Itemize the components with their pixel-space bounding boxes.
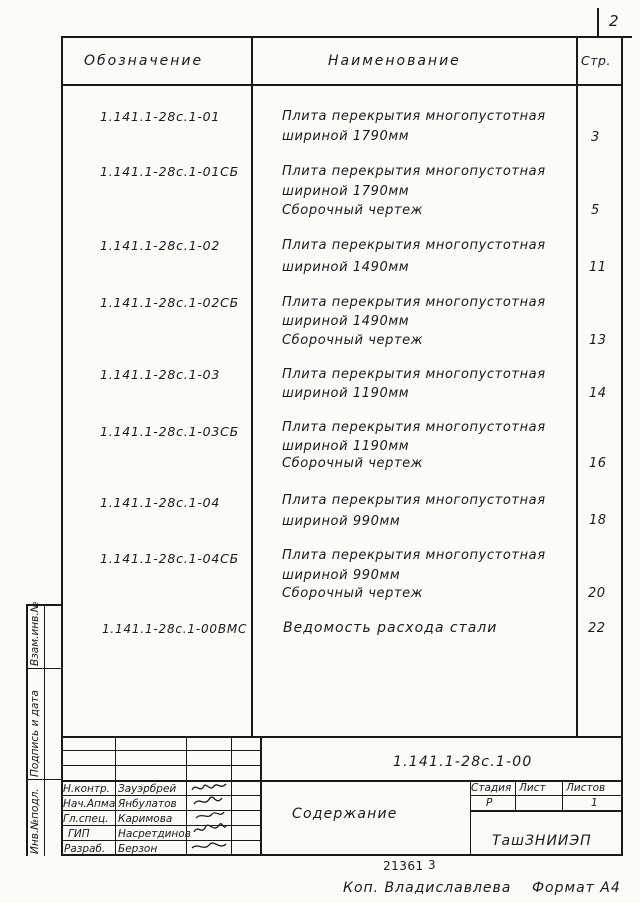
row-name-line: Плита перекрытия многопустотная (282, 367, 546, 382)
row-code: 1.141.1-28с.1-03СБ (100, 424, 240, 439)
row-page: 18 (589, 513, 607, 528)
row-page: 20 (588, 586, 606, 601)
side-stamp-inv-orig: Инв.№подл. (29, 788, 41, 854)
document-title: Содержание (292, 806, 398, 822)
sheets-count-value: 1 (591, 797, 598, 809)
row-page: 16 (589, 456, 607, 471)
row-name-line: Сборочный чертеж (282, 333, 424, 348)
row-code: 1.141.1-28с.1-04 (100, 495, 221, 510)
row-name-line: Ведомость расхода стали (283, 620, 498, 636)
document-code: 1.141.1-28с.1-00 (393, 754, 533, 770)
staff-role: Разраб. (64, 843, 106, 855)
staff-name: Янбулатов (118, 798, 177, 810)
sheet-label: Лист (519, 782, 546, 794)
organization-name: ТашЗНИИЭП (492, 833, 592, 849)
row-name-line: Плита перекрытия многопустотная (282, 164, 546, 179)
staff-role: Н.контр. (63, 783, 110, 795)
copied-by: Коп. Владиславлева (343, 880, 512, 896)
row-name-line: Сборочный чертеж (282, 586, 424, 601)
signature-mark (186, 780, 231, 856)
row-name-line: шириной 1190мм (282, 439, 410, 454)
row-code: 1.141.1-28с.1-00ВМС (102, 622, 248, 636)
row-name-line: шириной 1790мм (282, 184, 410, 199)
row-code: 1.141.1-28с.1-03 (100, 367, 221, 382)
staff-name: Зауэрбрей (118, 783, 177, 795)
paper-format: Формат А4 (532, 880, 621, 896)
staff-name: Берзон (118, 843, 158, 855)
stage-value: Р (486, 797, 493, 809)
sheet-number: 2 (609, 12, 620, 30)
row-name-line: Плита перекрытия многопустотная (282, 238, 546, 253)
staff-name: Насретдинов (118, 828, 191, 840)
row-code: 1.141.1-28с.1-04СБ (100, 551, 240, 566)
side-stamp-replace-inv: Взам.инв.№ (29, 601, 41, 666)
staff-role: Нач.Апма (63, 798, 116, 810)
row-page: 11 (589, 260, 607, 275)
row-name-line: Сборочный чертеж (282, 456, 424, 471)
staff-role: Гл.спец. (63, 813, 109, 825)
row-name-line: Плита перекрытия многопустотная (282, 548, 546, 563)
row-code: 1.141.1-28с.1-01СБ (100, 164, 240, 179)
side-stamp-signature-date: Подпись и дата (29, 690, 41, 777)
row-name-line: шириной 1190мм (282, 386, 410, 401)
row-name-line: Сборочный чертеж (282, 203, 424, 218)
staff-role: ГИП (68, 828, 90, 840)
row-page: 14 (589, 386, 607, 401)
row-name-line: шириной 1490мм (282, 314, 410, 329)
column-header-page: Стр. (581, 53, 611, 68)
row-name-line: шириной 990мм (282, 568, 401, 583)
archive-number: 21361 (383, 859, 424, 873)
row-name-line: шириной 1490мм (282, 260, 410, 275)
row-code: 1.141.1-28с.1-02СБ (100, 295, 240, 310)
row-name-line: Плита перекрытия многопустотная (282, 109, 546, 124)
row-page: 13 (589, 333, 607, 348)
row-name-line: шириной 990мм (282, 514, 401, 529)
sheets-count-label: Листов (566, 782, 606, 794)
row-name-line: Плита перекрытия многопустотная (282, 295, 546, 310)
row-page: 5 (591, 203, 600, 218)
archive-page-index: 3 (428, 858, 437, 872)
row-name-line: Плита перекрытия многопустотная (282, 493, 546, 508)
row-code: 1.141.1-28с.1-01 (100, 109, 221, 124)
row-code: 1.141.1-28с.1-02 (100, 238, 221, 253)
row-page: 3 (591, 130, 600, 145)
column-header-name: Наименование (328, 53, 461, 69)
row-name-line: шириной 1790мм (282, 129, 410, 144)
staff-name: Каримова (118, 813, 173, 825)
stage-label: Стадия (471, 782, 512, 794)
column-header-designation: Обозначение (84, 53, 204, 69)
row-page: 22 (588, 621, 606, 636)
row-name-line: Плита перекрытия многопустотная (282, 420, 546, 435)
